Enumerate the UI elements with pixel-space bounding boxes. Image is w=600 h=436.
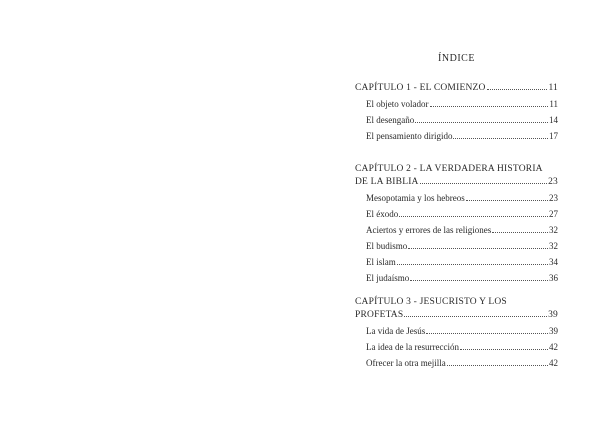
toc-entry: [355, 272, 558, 285]
page-number: 11: [549, 99, 558, 109]
page-number: 39: [549, 326, 558, 336]
dot-leader: [460, 342, 548, 350]
page-number: 27: [549, 209, 558, 219]
entry-label: Aciertos y errores de las religiones: [366, 225, 492, 235]
toc-entry: [355, 357, 558, 370]
toc-entry: [355, 256, 558, 269]
chapter-title-continued: DE LA BIBLIA: [355, 177, 419, 187]
dot-leader: [492, 225, 548, 233]
dot-leader: [426, 326, 548, 334]
entry-label: El judaísmo: [366, 273, 410, 283]
toc-title: ÍNDICE: [438, 53, 475, 64]
chapter-heading-line-2: [355, 176, 558, 189]
page-number: 39: [548, 310, 558, 320]
chapter-2: [355, 163, 558, 285]
dot-leader: [397, 257, 548, 265]
entry-label: La idea de la resurrección: [366, 342, 459, 352]
page-number: 36: [549, 273, 558, 283]
chapter-title: CAPÍTULO 1 - EL COMIENZO: [355, 83, 486, 93]
page-number: 14: [549, 115, 558, 125]
page-number: 32: [549, 241, 558, 251]
chapter-title: CAPÍTULO 2 - LA VERDADERA HISTORIA: [355, 164, 543, 174]
toc-entry: [355, 224, 558, 237]
dot-leader: [420, 176, 547, 184]
page-number: 42: [549, 358, 558, 368]
chapter-heading-line-2: [355, 309, 558, 322]
toc-entry: [355, 98, 558, 111]
toc-entry: [355, 192, 558, 205]
toc-entry: [355, 325, 558, 338]
toc-entry: [355, 208, 558, 221]
toc-entry: [355, 114, 558, 127]
dot-leader: [430, 99, 549, 107]
entry-label: El éxodo: [366, 209, 399, 219]
toc-entry: [355, 240, 558, 253]
entry-label: La vida de Jesús: [366, 326, 426, 336]
page-number: 42: [549, 342, 558, 352]
dot-leader: [410, 273, 548, 281]
chapter-title: CAPÍTULO 3 - JESUCRISTO Y LOS: [355, 297, 507, 307]
entry-label: Mesopotamia y los hebreos: [366, 193, 465, 203]
page-number: 17: [549, 131, 558, 141]
dot-leader: [487, 82, 548, 90]
entry-label: El islam: [366, 257, 396, 267]
chapter-3: [355, 296, 558, 370]
chapter-heading: [355, 82, 558, 95]
entry-label: El pensamiento dirigido: [366, 131, 453, 141]
page-number: 34: [549, 257, 558, 267]
dot-leader: [466, 193, 548, 201]
chapter-heading-line-1: [355, 163, 558, 176]
chapter-1: [355, 82, 558, 143]
dot-leader: [408, 241, 548, 249]
dot-leader: [447, 358, 548, 366]
entry-label: El objeto volador: [366, 99, 429, 109]
page-number: 11: [548, 83, 558, 93]
chapter-title-continued: PROFETAS: [355, 310, 404, 320]
entry-label: Ofrecer la otra mejilla: [366, 358, 446, 368]
page-number: 32: [549, 225, 558, 235]
dot-leader: [399, 209, 548, 217]
page-number: 23: [548, 177, 558, 187]
entry-label: El desengaño: [366, 115, 415, 125]
dot-leader: [453, 131, 548, 139]
dot-leader: [404, 309, 547, 317]
toc-entry: [355, 341, 558, 354]
entry-label: El budismo: [366, 241, 408, 251]
dot-leader: [415, 115, 548, 123]
chapter-heading-line-1: [355, 296, 558, 309]
page-number: 23: [549, 193, 558, 203]
toc-entry: [355, 130, 558, 143]
